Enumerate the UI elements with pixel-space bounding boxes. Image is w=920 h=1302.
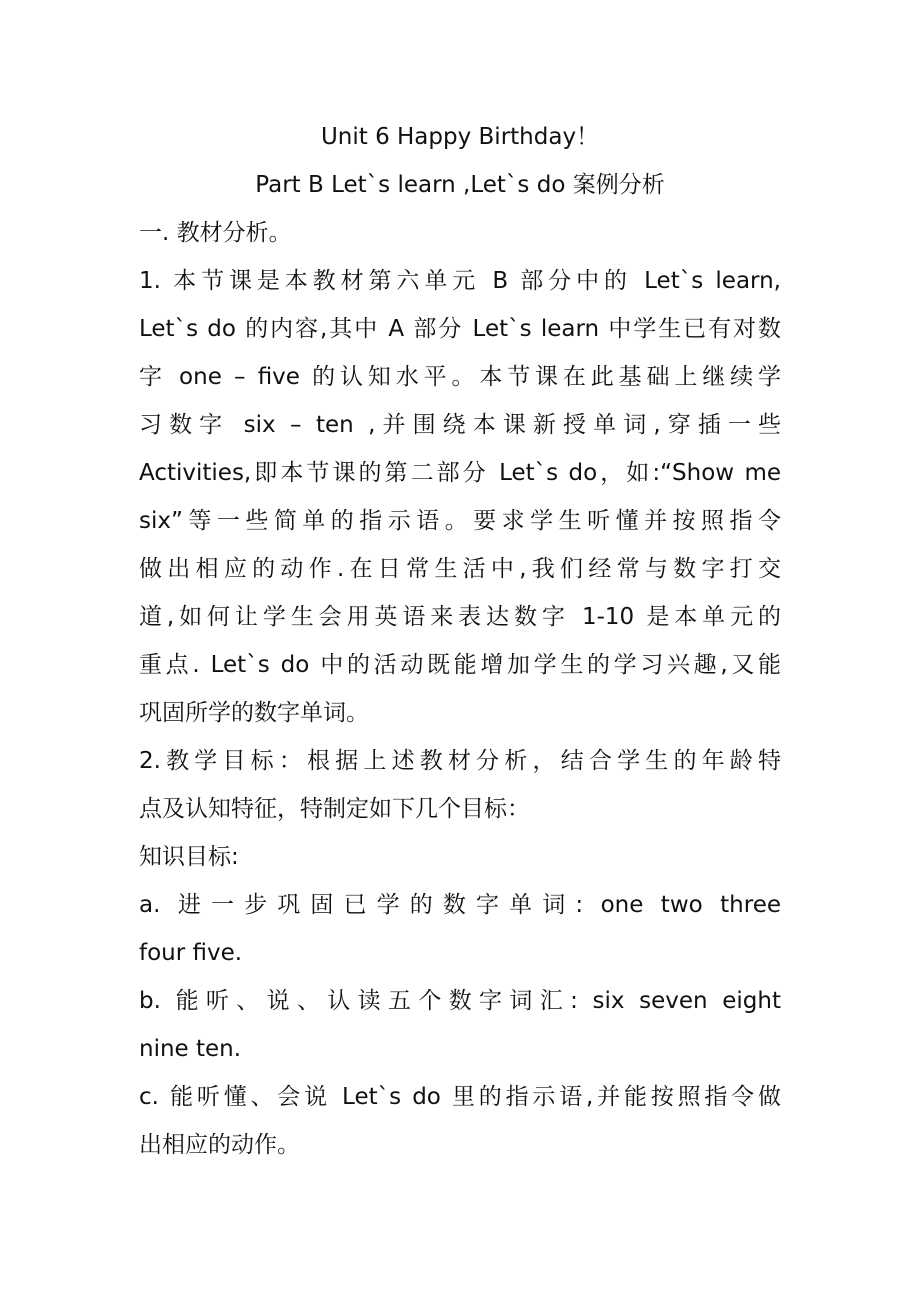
- paragraph-line: 1. 本节课是本教材第六单元 B 部分中的 Let`s learn,: [139, 268, 781, 294]
- paragraph-line: 字 one – five 的认知水平。本节课在此基础上继续学: [139, 364, 781, 390]
- goal-item-line: nine ten.: [139, 1036, 242, 1062]
- paragraph-line: six”等一些简单的指示语。要求学生听懂并按照指令: [139, 508, 781, 534]
- goal-item-line: c. 能听懂、会说 Let`s do 里的指示语,并能按照指令做: [139, 1084, 781, 1110]
- paragraph-line: 重点. Let`s do 中的活动既能增加学生的学习兴趣,又能: [139, 652, 781, 678]
- goal-item-line: 出相应的动作。: [139, 1132, 300, 1158]
- paragraph-line: 习数字 six – ten ,并围绕本课新授单词,穿插一些: [139, 412, 781, 438]
- document-page: [139, 113, 781, 1169]
- paragraph-line: 点及认知特征，特制定如下几个目标：: [139, 796, 530, 822]
- goal-item-c: [139, 1073, 781, 1169]
- section-heading-materials: 一. 教材分析。: [139, 220, 292, 246]
- document-title: Unit 6 Happy Birthday！: [320, 124, 600, 150]
- document-subtitle: Part B Let`s learn ,Let`s do 案例分析: [255, 172, 665, 198]
- paragraph-materials-analysis: [139, 257, 781, 737]
- paragraph-line: 巩固所学的数字单词。: [139, 700, 369, 726]
- goal-item-a: [139, 881, 781, 977]
- paragraph-line: 道,如何让学生会用英语来表达数字 1-10 是本单元的: [139, 604, 781, 630]
- knowledge-goals-heading: 知识目标:: [139, 844, 239, 870]
- goal-item-line: b. 能听、说、认读五个数字词汇: six seven eight: [139, 988, 781, 1014]
- paragraph-line: Let`s do 的内容,其中 A 部分 Let`s learn 中学生已有对数: [139, 316, 781, 342]
- goal-item-b: [139, 977, 781, 1073]
- paragraph-teaching-goals: [139, 737, 781, 833]
- paragraph-line: 做出相应的动作.在日常生活中,我们经常与数字打交: [139, 556, 781, 582]
- goal-item-line: four five.: [139, 940, 243, 966]
- paragraph-line: Activities,即本节课的第二部分 Let`s do，如:“Show me: [139, 460, 781, 486]
- goal-item-line: a. 进一步巩固已学的数字单词: one two three: [139, 892, 781, 918]
- paragraph-line: 2.教学目标：根据上述教材分析，结合学生的年龄特: [139, 748, 781, 774]
